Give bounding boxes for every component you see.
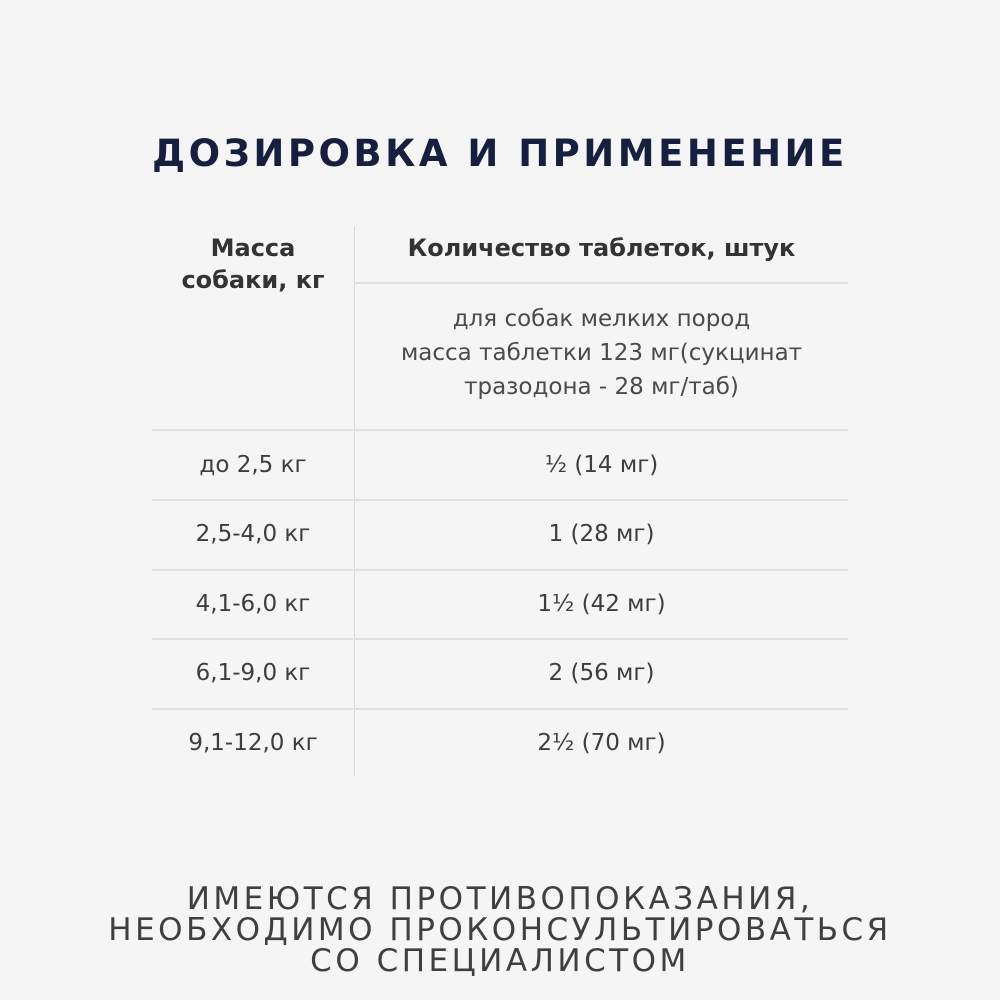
header-divider [355, 282, 848, 284]
contraindication-notice [0, 881, 1000, 979]
weight-header-line: Масса [210, 234, 296, 262]
dosage-table [152, 226, 848, 776]
row-divider [152, 708, 848, 710]
dose-cell: 1 (28 мг) [548, 521, 655, 547]
row-divider [152, 499, 848, 501]
weight-header-line: собаки, кг [181, 266, 325, 294]
row-divider [152, 429, 848, 431]
weight-cell: до 2,5 кг [199, 452, 307, 478]
notice-line: ИМЕЮТСЯ ПРОТИВОПОКАЗАНИЯ, [186, 881, 814, 917]
weight-cell: 9,1-12,0 кг [188, 730, 318, 756]
dose-cell: 2½ (70 мг) [537, 730, 666, 756]
page-title: ДОЗИРОВКА И ПРИМЕНЕНИЕ [152, 132, 848, 175]
notice-line: СО СПЕЦИАЛИСТОМ [310, 943, 690, 979]
tablet-description-line: для собак мелких пород [452, 306, 751, 332]
weight-cell: 4,1-6,0 кг [195, 591, 311, 617]
weight-column-header [152, 232, 354, 296]
weight-cell: 2,5-4,0 кг [195, 521, 311, 547]
dose-cell: 1½ (42 мг) [537, 591, 666, 617]
dose-cell: 2 (56 мг) [548, 660, 655, 686]
weight-cell: 6,1-9,0 кг [195, 660, 311, 686]
dose-cell: ½ (14 мг) [544, 452, 659, 478]
notice-line: НЕОБХОДИМО ПРОКОНСУЛЬТИРОВАТЬСЯ [108, 912, 892, 948]
tablet-description [355, 302, 848, 404]
tablets-column-header: Количество таблеток, штук [407, 234, 796, 262]
row-divider [152, 638, 848, 640]
row-divider [152, 569, 848, 571]
tablet-description-line: масса таблетки 123 мг(сукцинат [400, 340, 803, 366]
tablet-description-line: тразодона - 28 мг/таб) [464, 374, 739, 400]
